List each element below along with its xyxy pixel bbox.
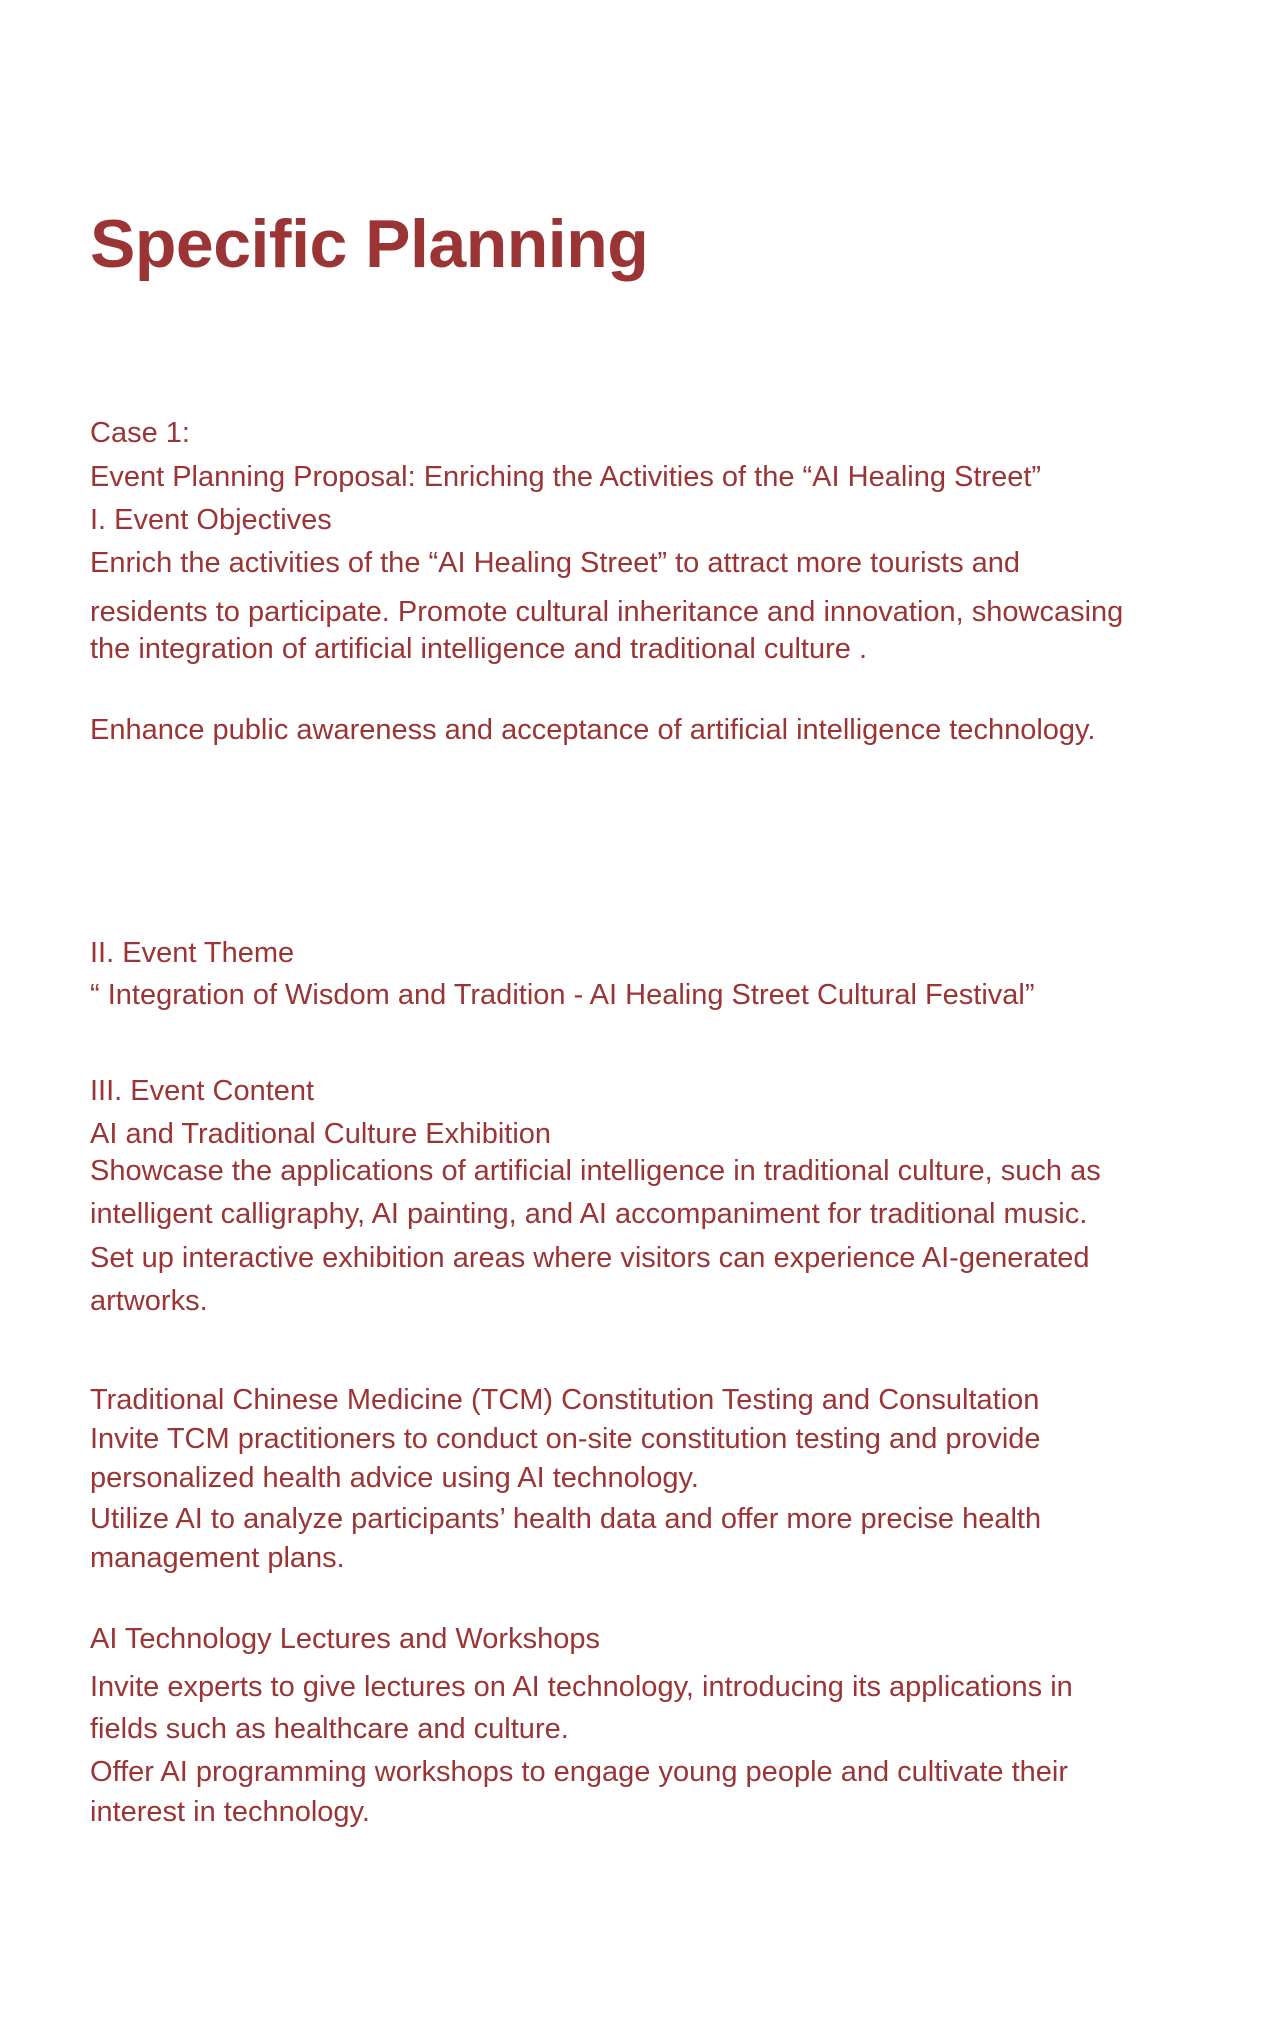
exhibition-line: artworks. xyxy=(90,1285,208,1317)
tcm-line: personalized health advice using AI technology. xyxy=(90,1462,699,1494)
lectures-line: Offer AI programming workshops to engage young people and cultivate their xyxy=(90,1756,1068,1788)
case-label: Case 1: xyxy=(90,417,190,449)
objectives-line: the integration of artificial intelligence and traditional culture . xyxy=(90,633,868,665)
objectives-line: Enrich the activities of the “AI Healing Street” to attract more tourists and xyxy=(90,547,1021,579)
content-heading: III. Event Content xyxy=(90,1075,315,1107)
exhibition-title: AI and Traditional Culture Exhibition xyxy=(90,1118,552,1150)
objectives-line: residents to participate. Promote cultural inheritance and innovation, showcasing xyxy=(90,596,1124,628)
tcm-line: Utilize AI to analyze participants’ health data and offer more precise health xyxy=(90,1503,1042,1535)
exhibition-line: intelligent calligraphy, AI painting, and AI accompaniment for traditional music. xyxy=(90,1198,1088,1230)
exhibition-line: Showcase the applications of artificial intelligence in traditional culture, such as xyxy=(90,1155,1101,1187)
lectures-line: interest in technology. xyxy=(90,1796,370,1828)
exhibition-line: Set up interactive exhibition areas where visitors can experience AI-generated xyxy=(90,1242,1090,1274)
objectives-line: Enhance public awareness and acceptance of artificial intelligence technology. xyxy=(90,714,1096,746)
lectures-line: Invite experts to give lectures on AI technology, introducing its applications in xyxy=(90,1671,1073,1703)
lectures-line: fields such as healthcare and culture. xyxy=(90,1713,569,1745)
tcm-line: management plans. xyxy=(90,1542,345,1574)
proposal-title: Event Planning Proposal: Enriching the Activities of the “AI Healing Street” xyxy=(90,461,1042,493)
lectures-title: AI Technology Lectures and Workshops xyxy=(90,1623,600,1655)
theme-heading: II. Event Theme xyxy=(90,937,295,969)
objectives-heading: I. Event Objectives xyxy=(90,504,332,536)
theme-text: “ Integration of Wisdom and Tradition - AI Healing Street Cultural Festival” xyxy=(90,979,1035,1011)
tcm-line: Invite TCM practitioners to conduct on-site constitution testing and provide xyxy=(90,1423,1041,1455)
tcm-title: Traditional Chinese Medicine (TCM) Constitution Testing and Consultation xyxy=(90,1384,1040,1416)
page-title: Specific Planning xyxy=(90,206,649,282)
